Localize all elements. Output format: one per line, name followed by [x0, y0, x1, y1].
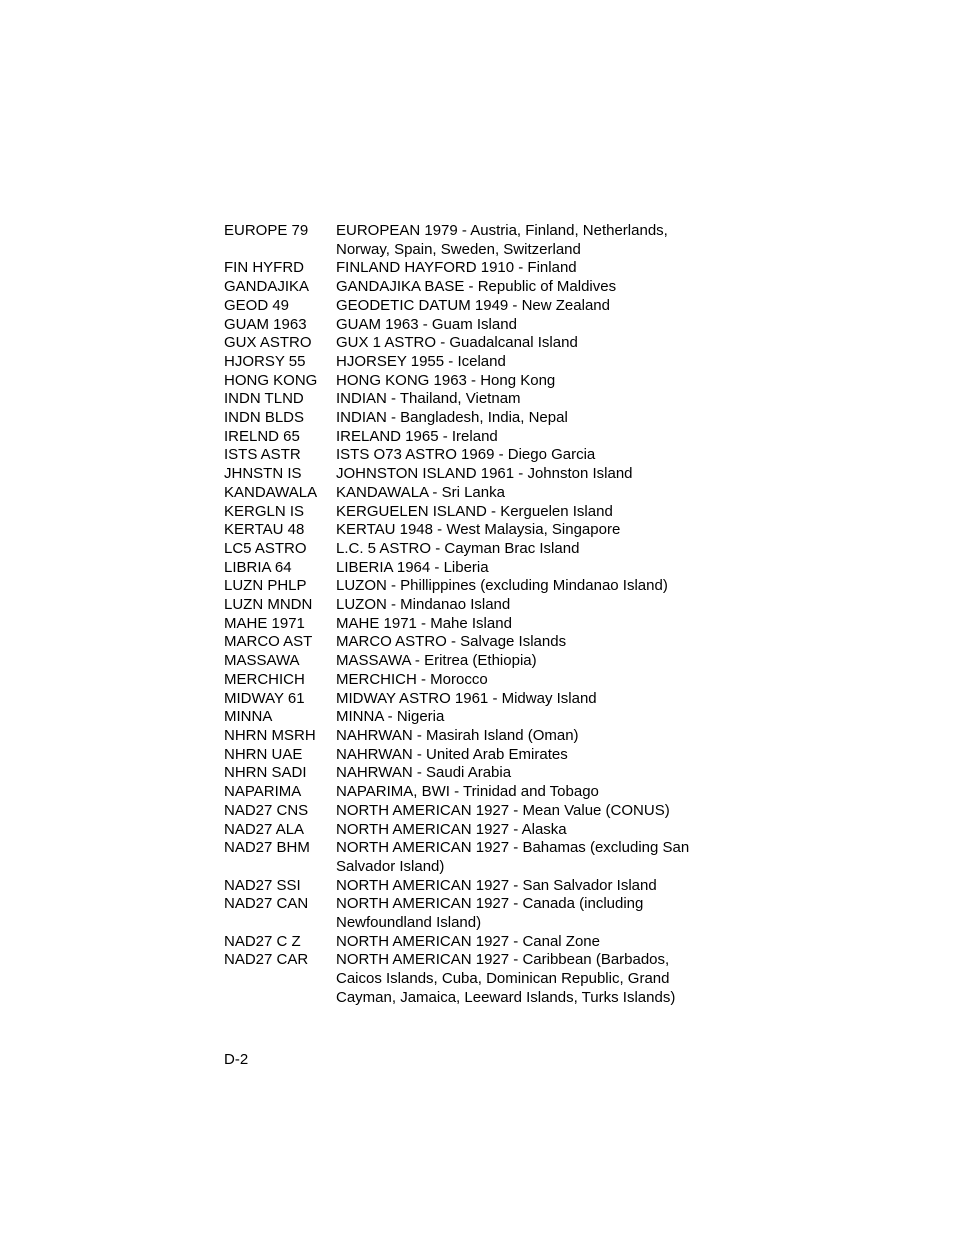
datum-code: MASSAWA: [224, 652, 300, 670]
datum-description: MIDWAY ASTRO 1961 - Midway Island: [336, 689, 597, 707]
datum-description: LUZON - Mindanao Island: [336, 596, 511, 614]
datum-code: MARCO AST: [224, 633, 313, 651]
datum-code: LUZN PHLP: [224, 577, 307, 595]
datum-code: NHRN SADI: [224, 764, 307, 782]
datum-description: GEODETIC DATUM 1949 - New Zealand: [336, 296, 610, 314]
datum-row: [224, 222, 724, 259]
page-number: D-2: [224, 1051, 249, 1068]
datum-code: NAD27 ALA: [224, 820, 305, 838]
datum-description: EUROPEAN 1979 - Austria, Finland, Netherlands, Norway, Spain, Sweden, Switzerland: [336, 222, 668, 258]
datum-row: [224, 690, 724, 709]
datum-row: [224, 764, 724, 783]
datum-row: [224, 895, 724, 932]
datum-code: NAD27 BHM: [224, 839, 310, 857]
datum-code: LC5 ASTRO: [224, 539, 307, 557]
datum-description: MERCHICH - Morocco: [336, 670, 488, 688]
datum-code: GUX ASTRO: [224, 334, 312, 352]
datum-row: [224, 727, 724, 746]
datum-row: [224, 372, 724, 391]
datum-description: INDIAN - Bangladesh, India, Nepal: [336, 409, 568, 427]
datum-description: GUX 1 ASTRO - Guadalcanal Island: [336, 334, 578, 352]
datum-row: [224, 877, 724, 896]
datum-code: MIDWAY 61: [224, 689, 305, 707]
datum-description: NORTH AMERICAN 1927 - Alaska: [336, 820, 567, 838]
datum-row: [224, 503, 724, 522]
datum-code: GANDAJIKA: [224, 278, 310, 296]
datum-code: NHRN MSRH: [224, 726, 316, 744]
datum-description: L.C. 5 ASTRO - Cayman Brac Island: [336, 539, 580, 557]
datum-description: JOHNSTON ISLAND 1961 - Johnston Island: [336, 465, 633, 483]
datum-row: [224, 390, 724, 409]
datum-row: [224, 746, 724, 765]
datum-code: MAHE 1971: [224, 614, 305, 632]
datum-row: [224, 334, 724, 353]
datum-row: [224, 521, 724, 540]
datum-description: NAHRWAN - Masirah Island (Oman): [336, 726, 579, 744]
datum-row: [224, 821, 724, 840]
datum-row: [224, 428, 724, 447]
datum-description: HONG KONG 1963 - Hong Kong: [336, 371, 556, 389]
datum-description: ISTS O73 ASTRO 1969 - Diego Garcia: [336, 446, 596, 464]
datum-code: NHRN UAE: [224, 745, 303, 763]
datum-description: HJORSEY 1955 - Iceland: [336, 352, 506, 370]
datum-description: NAHRWAN - Saudi Arabia: [336, 764, 512, 782]
datum-description: IRELAND 1965 - Ireland: [336, 427, 498, 445]
datum-row: [224, 708, 724, 727]
datum-row: [224, 652, 724, 671]
datum-row: [224, 802, 724, 821]
datum-code: HONG KONG: [224, 371, 318, 389]
datum-description: MARCO ASTRO - Salvage Islands: [336, 633, 567, 651]
datum-code: INDN BLDS: [224, 409, 305, 427]
datum-row: [224, 596, 724, 615]
datum-row: [224, 951, 724, 1007]
datum-code: KANDAWALA: [224, 483, 318, 501]
datum-row: [224, 297, 724, 316]
datum-code: NAD27 C Z: [224, 932, 301, 950]
datum-row: [224, 353, 724, 372]
datum-code: ISTS ASTR: [224, 446, 301, 464]
datum-code: KERTAU 48: [224, 521, 305, 539]
datum-description: LIBERIA 1964 - Liberia: [336, 558, 489, 576]
datum-description: KERTAU 1948 - West Malaysia, Singapore: [336, 521, 621, 539]
datum-row: [224, 671, 724, 690]
datum-description: INDIAN - Thailand, Vietnam: [336, 390, 521, 408]
datum-description: MAHE 1971 - Mahe Island: [336, 614, 512, 632]
datum-code: KERGLN IS: [224, 502, 305, 520]
datum-code: MERCHICH: [224, 670, 305, 688]
datum-description: FINLAND HAYFORD 1910 - Finland: [336, 259, 577, 277]
datum-description: KERGUELEN ISLAND - Kerguelen Island: [336, 502, 613, 520]
datum-description: NAPARIMA, BWI - Trinidad and Tobago: [336, 783, 599, 801]
datum-row: [224, 933, 724, 952]
datum-row: [224, 259, 724, 278]
datum-code: LUZN MNDN: [224, 596, 313, 614]
datum-description: NORTH AMERICAN 1927 - Bahamas (excluding San Salvador Island): [336, 839, 690, 875]
datum-description: NORTH AMERICAN 1927 - Caribbean (Barbados, Caicos Islands, Cuba, Dominican Republic, Grand Cayman, Jamaica, Leeward Islands, Turks Islands): [336, 951, 676, 1006]
datum-row: [224, 446, 724, 465]
datum-code: FIN HYFRD: [224, 259, 304, 277]
datum-code: MINNA: [224, 708, 273, 726]
datum-code: NAD27 CAN: [224, 895, 309, 913]
datum-description: MASSAWA - Eritrea (Ethiopia): [336, 652, 537, 670]
datum-code: EUROPE 79: [224, 222, 309, 239]
datum-code: JHNSTN IS: [224, 465, 302, 483]
datum-row: [224, 615, 724, 634]
datum-row: [224, 633, 724, 652]
datum-description: GUAM 1963 - Guam Island: [336, 315, 517, 333]
datum-code: INDN TLND: [224, 390, 304, 408]
datum-description: KANDAWALA - Sri Lanka: [336, 483, 505, 501]
datum-row: [224, 577, 724, 596]
datum-code: NAD27 SSI: [224, 876, 301, 894]
datum-description: NAHRWAN - United Arab Emirates: [336, 745, 568, 763]
datum-description: NORTH AMERICAN 1927 - San Salvador Island: [336, 876, 657, 894]
datum-row: [224, 316, 724, 335]
datum-code: NAPARIMA: [224, 783, 302, 801]
datum-row: [224, 783, 724, 802]
datum-code: NAD27 CAR: [224, 951, 309, 969]
datum-row: [224, 465, 724, 484]
datum-code: HJORSY 55: [224, 352, 306, 370]
datum-code: GEOD 49: [224, 296, 290, 314]
datum-description: NORTH AMERICAN 1927 - Canada (including Newfoundland Island): [336, 895, 644, 932]
datum-row: [224, 839, 724, 876]
datum-description: NORTH AMERICAN 1927 - Mean Value (CONUS): [336, 801, 670, 819]
datum-row: [224, 409, 724, 428]
datum-description: NORTH AMERICAN 1927 - Canal Zone: [336, 932, 600, 950]
datum-table: [224, 222, 724, 1008]
datum-code: GUAM 1963: [224, 315, 307, 333]
datum-code: NAD27 CNS: [224, 801, 309, 819]
datum-description: GANDAJIKA BASE - Republic of Maldives: [336, 278, 617, 296]
datum-code: IRELND 65: [224, 427, 300, 445]
datum-code: LIBRIA 64: [224, 558, 292, 576]
datum-description: MINNA - Nigeria: [336, 708, 445, 726]
datum-row: [224, 278, 724, 297]
datum-row: [224, 484, 724, 503]
datum-row: [224, 559, 724, 578]
datum-row: [224, 540, 724, 559]
datum-description: LUZON - Phillippines (excluding Mindanao Island): [336, 577, 668, 595]
